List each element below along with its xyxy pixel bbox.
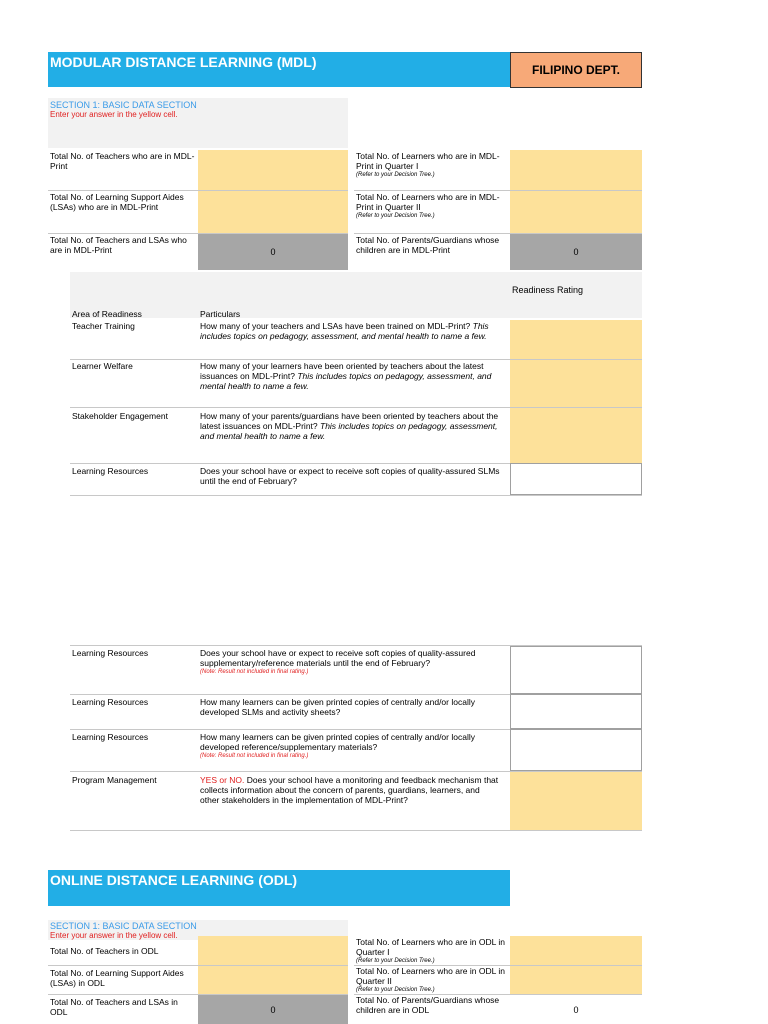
- readiness-input-1[interactable]: [510, 320, 642, 360]
- mdl-left-total: [198, 234, 348, 270]
- readiness-text-1-italic: This includes topics on pedagogy, assessment, and mental health to name a few.: [200, 321, 489, 341]
- readiness2-text-1-main: Does your school have or expect to receive soft copies of quality-assured supplementary/reference materials until the end of February?: [200, 648, 476, 668]
- mdl-left-label-1: Total No. of Teachers who are in MDL-Print: [50, 151, 195, 171]
- readiness-text-2-main: How many of your learners have been oriented by teachers about the latest issuances on MDL-Print?: [200, 361, 484, 381]
- readiness-input-3[interactable]: [510, 408, 642, 463]
- readiness-text-1: [200, 321, 508, 341]
- odl-left-input-1[interactable]: [198, 936, 348, 965]
- odl-right-total: [510, 995, 642, 1024]
- col-particulars-header: Particulars: [200, 309, 241, 319]
- mdl-left-input-2[interactable]: [198, 191, 348, 233]
- col-area-header: Area of Readiness: [72, 309, 142, 319]
- readiness-text-3-italic: This includes topics on pedagogy, assessment, and mental health to name a few.: [200, 421, 498, 441]
- odl-right-label-2: [354, 965, 510, 994]
- readiness-input-2[interactable]: [510, 360, 642, 408]
- readiness2-input-4[interactable]: [510, 772, 642, 830]
- readiness-text-1-main: How many of your teachers and LSAs have been trained on MDL-Print?: [200, 321, 471, 331]
- readiness2-area-3: Learning Resources: [72, 732, 149, 742]
- readiness-rating-header: Readiness Rating: [512, 285, 584, 295]
- readiness2-text-4-main: Does your school have a monitoring and feedback mechanism that collects information about the concern of parents, guardians, learners, and other stakeholders in the implementation of MDL-Print?: [200, 775, 499, 805]
- mdl-right-total-value: 0: [573, 247, 579, 257]
- odl-section-title: SECTION 1: BASIC DATA SECTION: [50, 921, 197, 931]
- readiness-area-4: Learning Resources: [72, 466, 149, 476]
- readiness2-text-4: [200, 775, 500, 805]
- mdl-right-total: [510, 234, 642, 270]
- odl-section-note: Enter your answer in the yellow cell.: [50, 931, 178, 940]
- readiness2-note-3: (Note: Result not included in final rating.): [200, 753, 309, 759]
- readiness2-input-3[interactable]: [510, 729, 642, 771]
- odl-right-note-1: (Refer to your Decision Tree.): [356, 958, 435, 964]
- readiness-text-4: Does your school have or expect to receive soft copies of quality-assured SLMs until the end of February?: [200, 466, 500, 486]
- readiness-area-2: Learner Welfare: [72, 361, 133, 371]
- mdl-right-label-1-text: Total No. of Learners who are in MDL-Print in Quarter I: [356, 151, 500, 171]
- readiness2-text-2: How many learners can be given printed copies of centrally and/or locally developed SLMs and activity sheets?: [200, 697, 475, 717]
- mdl-right-label-2-text: Total No. of Learners who are in MDL-Print in Quarter II: [356, 192, 500, 212]
- mdl-left-label-3: Total No. of Teachers and LSAs who are in MDL-Print: [50, 235, 187, 255]
- odl-right-input-1[interactable]: [510, 936, 642, 965]
- odl-right-note-2: (Refer to your Decision Tree.): [356, 987, 435, 993]
- mdl-right-note-2: (Refer to your Decision Tree.): [356, 213, 435, 219]
- mdl-section-title: SECTION 1: BASIC DATA SECTION: [50, 100, 197, 110]
- mdl-section-header: [48, 98, 348, 148]
- dept-badge: [510, 52, 642, 88]
- odl-right-label-1: [354, 936, 510, 965]
- divider: [70, 830, 642, 831]
- divider: [70, 495, 642, 496]
- readiness-input-4[interactable]: [510, 463, 642, 495]
- odl-banner: [48, 870, 510, 906]
- mdl-left-input-1[interactable]: [198, 150, 348, 190]
- yes-no-prefix: YES or NO.: [200, 775, 245, 785]
- readiness-text-2: [200, 361, 508, 391]
- mdl-title: MODULAR DISTANCE LEARNING (MDL): [50, 54, 317, 70]
- odl-right-input-2[interactable]: [510, 966, 642, 994]
- odl-title: ONLINE DISTANCE LEARNING (ODL): [50, 872, 298, 888]
- readiness-text-3-main: How many of your parents/guardians have been oriented by teachers about the latest issuances on MDL-Print?: [200, 411, 499, 431]
- readiness-area-1: Teacher Training: [72, 321, 135, 331]
- readiness2-text-1: [200, 648, 500, 676]
- readiness2-area-1: Learning Resources: [72, 648, 149, 658]
- readiness-area-3: Stakeholder Engagement: [72, 411, 168, 421]
- readiness2-input-1[interactable]: [510, 646, 642, 694]
- readiness2-text-3: [200, 732, 500, 760]
- odl-left-total: [198, 995, 348, 1024]
- odl-right-label-3: Total No. of Parents/Guardians whose children are in ODL: [356, 995, 500, 1015]
- odl-right-total-value: 0: [573, 1004, 579, 1015]
- readiness-text-2-italic: This includes topics on pedagogy, assessment, and mental health to name a few.: [200, 371, 492, 391]
- mdl-banner: [48, 52, 510, 87]
- readiness-text-3: [200, 411, 508, 441]
- odl-left-label-1: Total No. of Teachers in ODL: [50, 946, 159, 956]
- readiness2-note-1: (Note: Result not included in final rating.): [200, 669, 309, 675]
- readiness2-area-4: Program Management: [72, 775, 157, 785]
- odl-right-label-1-text: Total No. of Learners who are in ODL in Quarter I: [356, 937, 505, 957]
- mdl-right-label-1: [354, 150, 510, 190]
- mdl-right-input-1[interactable]: [510, 150, 642, 190]
- mdl-left-label-2: Total No. of Learning Support Aides (LSAs) who are in MDL-Print: [50, 192, 184, 212]
- readiness2-input-2[interactable]: [510, 694, 642, 729]
- odl-left-total-value: 0: [270, 1004, 276, 1015]
- dept-label: FILIPINO DEPT.: [531, 63, 620, 77]
- odl-right-label-2-text: Total No. of Learners who are in ODL in Quarter II: [356, 966, 505, 986]
- mdl-right-note-1: (Refer to your Decision Tree.): [356, 172, 435, 178]
- mdl-left-total-value: 0: [270, 247, 276, 257]
- odl-left-label-2: Total No. of Learning Support Aides (LSAs) in ODL: [50, 968, 184, 988]
- mdl-right-label-3: Total No. of Parents/Guardians whose children are in MDL-Print: [356, 235, 500, 255]
- readiness2-text-3-main: How many learners can be given printed copies of centrally and/or locally developed reference/supplementary materials?: [200, 732, 475, 752]
- odl-left-label-3: Total No. of Teachers and LSAs in ODL: [50, 997, 178, 1017]
- mdl-right-label-2: [354, 191, 510, 233]
- readiness2-area-2: Learning Resources: [72, 697, 149, 707]
- odl-left-input-2[interactable]: [198, 966, 348, 994]
- mdl-section-note: Enter your answer in the yellow cell.: [50, 110, 178, 119]
- mdl-right-input-2[interactable]: [510, 191, 642, 233]
